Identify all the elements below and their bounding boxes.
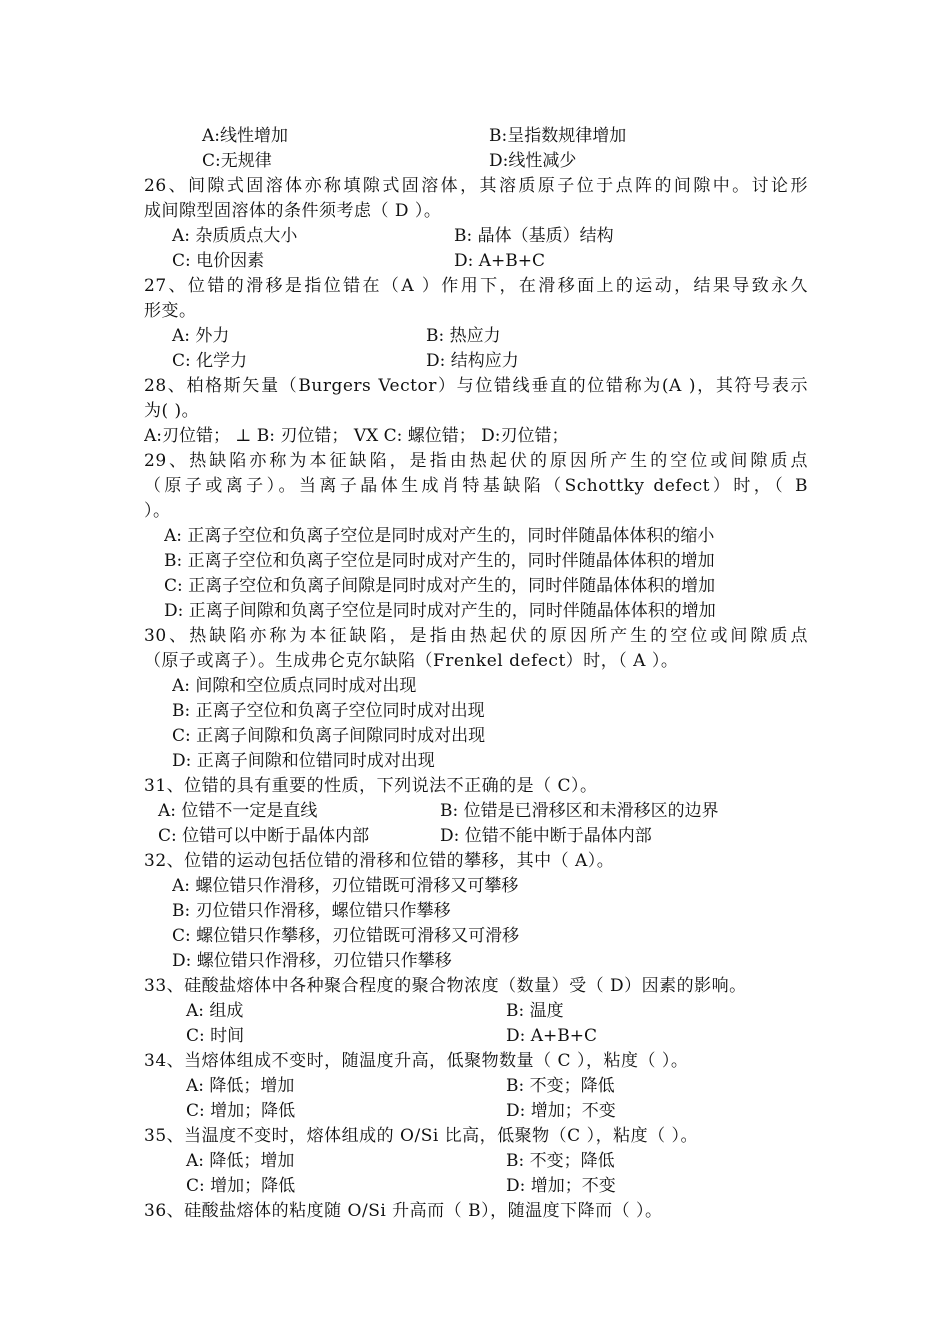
q34-option-b: B: 不变；降低 [506,1076,615,1096]
q29-option-b: B: 正离子空位和负离子空位是同时成对产生的，同时伴随晶体体积的增加 [164,551,715,571]
q29-stem-line1: 29、热缺陷亦称为本征缺陷，是指由热起伏的原因所产生的空位或间隙质点 [144,451,808,471]
q31-option-c: C: 位错可以中断于晶体内部 [158,826,370,846]
q32-option-d: D: 螺位错只作滑移，刃位错只作攀移 [172,951,452,971]
q35-options-row1 [144,1149,808,1174]
q29-stem-line2: （原子或离子）。当离子晶体生成肖特基缺陷（Schottky defect）时，（ B [144,476,808,496]
q33-stem: 33、硅酸盐熔体中各种聚合程度的聚合物浓度（数量）受（ D）因素的影响。 [144,976,747,996]
q30-stem-line2: （原子或离子）。生成弗仑克尔缺陷（Frenkel defect）时，（ A ）。 [144,651,679,671]
q28-stem-line1: 28、柏格斯矢量（Burgers Vector）与位错线垂直的位错称为(A )，其符号表示 [144,376,808,396]
q25-option-d: D:线性减少 [489,151,577,171]
q26-option-d: D: A+B+C [454,251,546,271]
q25-option-a: A:线性增加 [202,126,289,146]
q34-options-row2 [144,1099,808,1124]
q32-option-b: B: 刃位错只作滑移，螺位错只作攀移 [172,901,451,921]
q26-stem-line2: 成间隙型固溶体的条件须考虑（ D ）。 [144,201,442,221]
q27-stem-line2: 形变。 [144,301,197,321]
q34-option-d: D: 增加；不变 [506,1101,616,1121]
q31-options-row1 [144,799,808,824]
q27-options-row2 [144,349,808,374]
q26-options-row1 [144,224,808,249]
q27-stem-line1: 27、位错的滑移是指位错在（A ）作用下，在滑移面上的运动，结果导致永久 [144,276,808,296]
q35-options-row2 [144,1174,808,1199]
q35-option-c: C: 增加；降低 [186,1176,296,1196]
q29-option-a: A: 正离子空位和负离子空位是同时成对产生的，同时伴随晶体体积的缩小 [164,526,715,546]
q35-stem: 35、当温度不变时，熔体组成的 O/Si 比高，低聚物（C ），粘度（ ）。 [144,1126,699,1146]
q33-option-b: B: 温度 [506,1001,564,1021]
q32-option-a: A: 螺位错只作滑移，刃位错既可滑移又可攀移 [172,876,519,896]
q27-option-c: C: 化学力 [172,351,248,371]
q36-stem: 36、硅酸盐熔体的粘度随 O/Si 升高而（ B），随温度下降而（ ）。 [144,1201,663,1221]
q28-options: A:刃位错； ⊥ B: 刃位错； VX C: 螺位错； D:刃位错； [144,426,569,446]
q32-stem: 32、位错的运动包括位错的滑移和位错的攀移，其中（ A）。 [144,851,615,871]
q35-option-a: A: 降低；增加 [186,1151,295,1171]
q30-option-d: D: 正离子间隙和位错同时成对出现 [172,751,435,771]
q27-option-d: D: 结构应力 [426,351,519,371]
q31-options-row2 [144,824,808,849]
q34-option-a: A: 降低；增加 [186,1076,295,1096]
q31-option-a: A: 位错不一定是直线 [158,801,318,821]
q25-option-c: C:无规律 [202,151,272,171]
q31-option-b: B: 位错是已滑移区和未滑移区的边界 [440,801,719,821]
q26-stem-line1: 26、间隙式固溶体亦称填隙式固溶体，其溶质原子位于点阵的间隙中。讨论形 [144,176,808,196]
q33-options-row2 [144,1024,808,1049]
q35-option-d: D: 增加；不变 [506,1176,616,1196]
q27-option-b: B: 热应力 [426,326,501,346]
q33-option-a: A: 组成 [186,1001,244,1021]
q34-options-row1 [144,1074,808,1099]
q31-stem: 31、位错的具有重要的性质，下列说法不正确的是（ C）。 [144,776,598,796]
q27-options-row1 [144,324,808,349]
q35-option-b: B: 不变；降低 [506,1151,615,1171]
q32-option-c: C: 螺位错只作攀移，刃位错既可滑移又可滑移 [172,926,520,946]
q30-option-b: B: 正离子空位和负离子空位同时成对出现 [172,701,485,721]
q25-options-row1 [144,124,808,149]
q27-option-a: A: 外力 [172,326,230,346]
q34-option-c: C: 增加；降低 [186,1101,296,1121]
q31-option-d: D: 位错不能中断于晶体内部 [440,826,652,846]
q26-option-c: C: 电价因素 [172,251,265,271]
q33-option-c: C: 时间 [186,1026,245,1046]
q30-option-a: A: 间隙和空位质点同时成对出现 [172,676,417,696]
q25-option-b: B:呈指数规律增加 [489,126,627,146]
q26-options-row2 [144,249,808,274]
q30-stem-line1: 30、热缺陷亦称为本征缺陷，是指由热起伏的原因所产生的空位或间隙质点 [144,626,808,646]
q33-options-row1 [144,999,808,1024]
q29-option-c: C: 正离子空位和负离子间隙是同时成对产生的，同时伴随晶体体积的增加 [164,576,716,596]
q25-options-row2 [144,149,808,174]
q29-option-d: D: 正离子间隙和负离子空位是同时成对产生的，同时伴随晶体体积的增加 [164,601,716,621]
q26-option-a: A: 杂质质点大小 [172,226,298,246]
q30-option-c: C: 正离子间隙和负离子间隙同时成对出现 [172,726,486,746]
q29-stem-line3: ）。 [144,501,171,521]
q34-stem: 34、当熔体组成不变时，随温度升高，低聚物数量（ C ），粘度（ ）。 [144,1051,689,1071]
q26-option-b: B: 晶体（基质）结构 [454,226,614,246]
q33-option-d: D: A+B+C [506,1026,598,1046]
q28-stem-line2: 为( )。 [144,401,200,421]
